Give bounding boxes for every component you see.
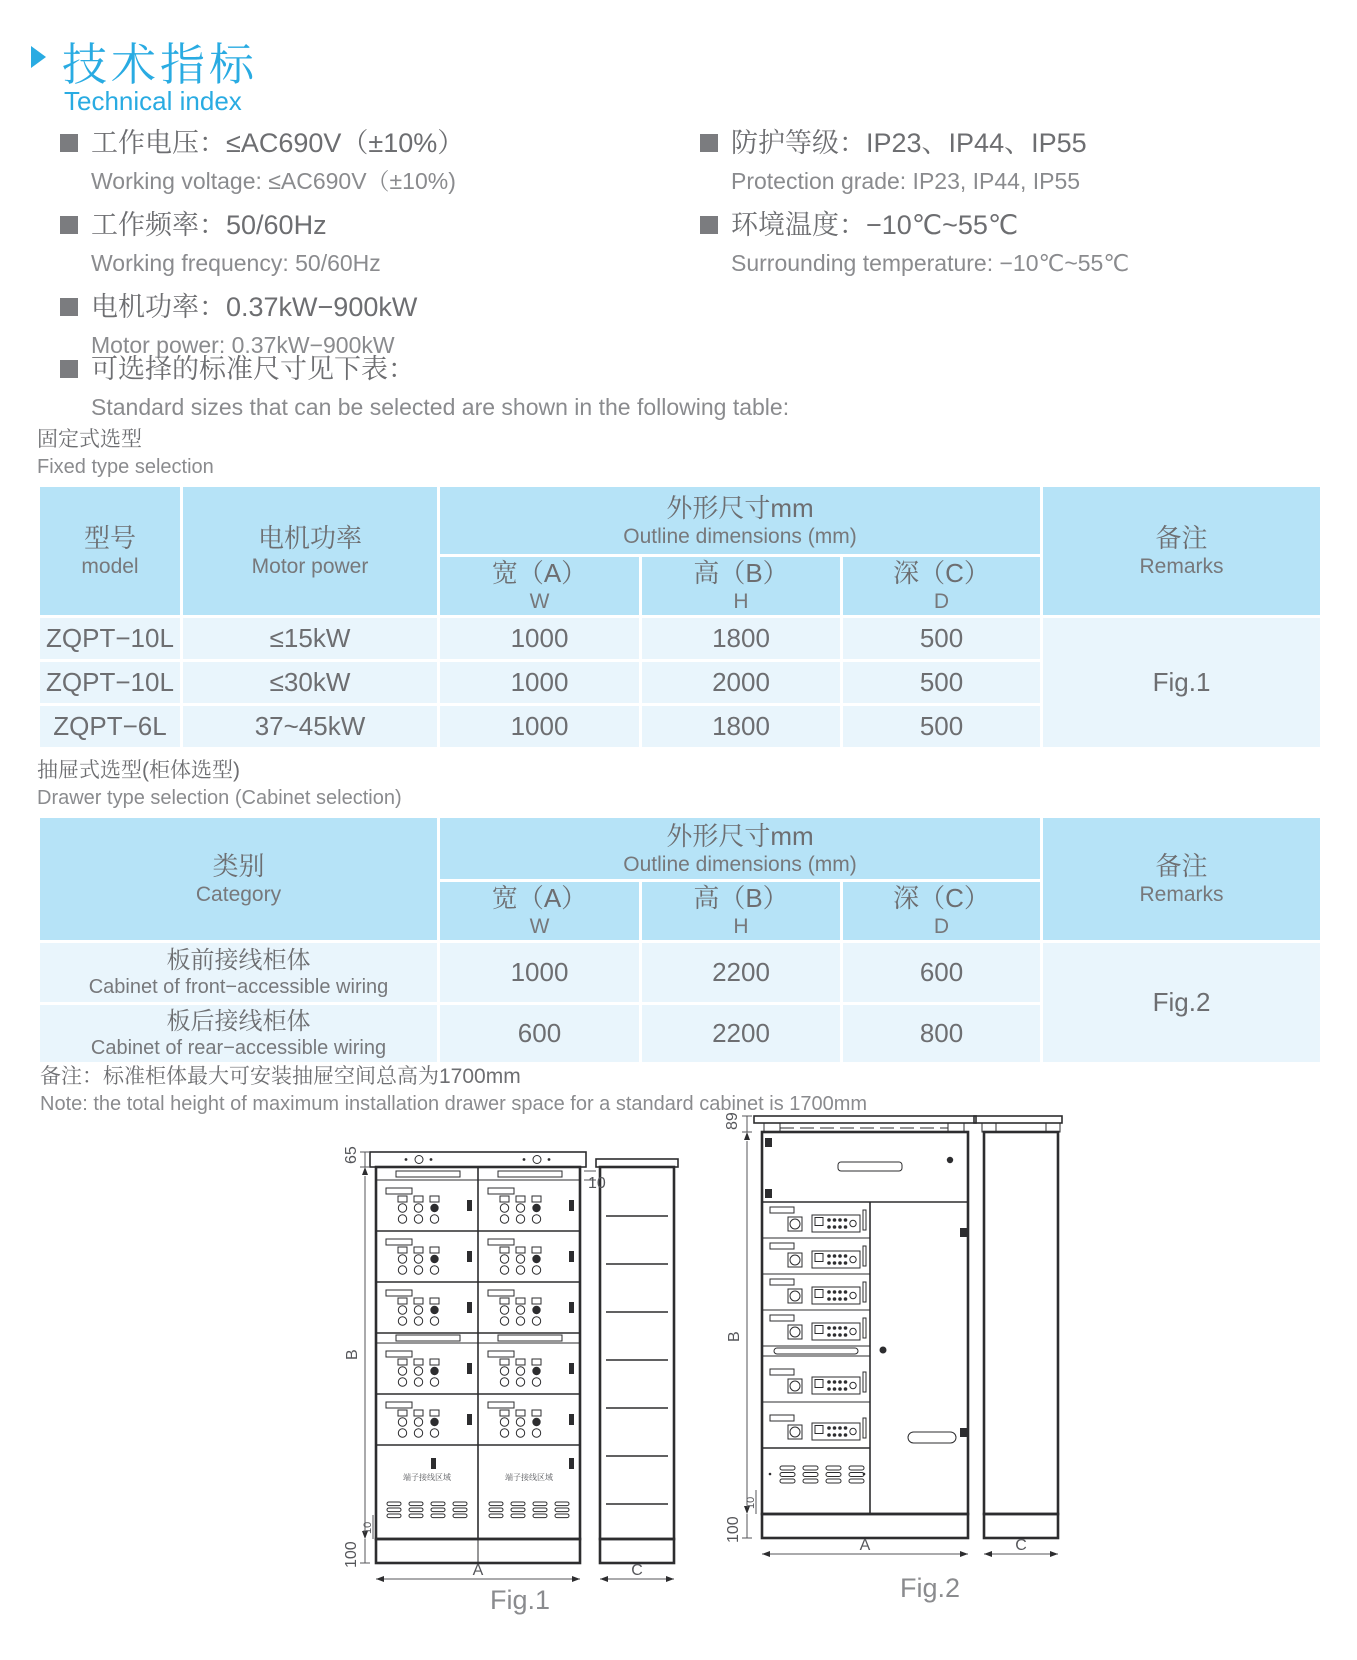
spec-working-voltage [60, 126, 680, 203]
fig2-dim-10: 10 [745, 1496, 757, 1509]
cell-height: 2200 [641, 942, 842, 1004]
cell-power: 37~45kW [182, 705, 439, 749]
section-title-zh: 抽屉式选型(柜体选型) [37, 759, 240, 782]
fig2-dim-b: B [726, 1331, 743, 1342]
cell-width: 1000 [439, 942, 641, 1004]
col-header-height: 高（B） H [641, 881, 842, 942]
cell-depth: 500 [842, 617, 1042, 661]
spec-zh-text: 电机功率：0.37kW−900kW [91, 292, 418, 322]
page-title-en: Technical index [64, 86, 242, 116]
col-header-depth: 深（C） D [842, 556, 1042, 617]
cell-height: 2200 [641, 1004, 842, 1064]
fig2-dim-a: A [859, 1537, 871, 1554]
bullet-square-icon [60, 216, 78, 234]
cell-width: 1000 [439, 617, 641, 661]
col-header-model: 型号 model [39, 486, 182, 617]
drawer-table-section-label [37, 756, 402, 812]
cell-model: ZQPT−10L [39, 661, 182, 705]
col-header-motor-power: 电机功率 Motor power [182, 486, 439, 617]
bullet-square-icon [700, 134, 718, 152]
table-row [39, 942, 1322, 1004]
col-header-remarks: 备注 Remarks [1042, 486, 1322, 617]
cell-model: ZQPT−10L [39, 617, 182, 661]
col-header-outline-dimensions: 外形尺寸mm Outline dimensions (mm) [439, 817, 1042, 881]
bullet-square-icon [60, 298, 78, 316]
footnote-zh: 备注：标准柜体最大可安装抽屉空间总高为1700mm [40, 1065, 521, 1088]
spec-en-text: Working voltage: ≤AC690V（±10%) [91, 168, 456, 194]
cell-remark: Fig.2 [1042, 942, 1322, 1064]
col-header-outline-dimensions: 外形尺寸mm Outline dimensions (mm) [439, 486, 1042, 556]
spec-en-text: Working frequency: 50/60Hz [91, 250, 381, 276]
spec-protection-grade [700, 126, 1320, 203]
col-header-depth: 深（C） D [842, 881, 1042, 942]
spec-list-left [60, 126, 680, 372]
fig2-drawing [720, 1102, 1065, 1570]
spec-en-text: Surrounding temperature: −10℃~55℃ [731, 250, 1130, 276]
fixed-table-section-label [37, 425, 214, 481]
cell-depth: 800 [842, 1004, 1042, 1064]
cell-height: 1800 [641, 617, 842, 661]
section-title-zh: 固定式选型 [37, 428, 142, 451]
col-header-width: 宽（A） W [439, 881, 641, 942]
fig1-dim-10-top: 10 [588, 1175, 606, 1192]
spec-zh-text: 防护等级：IP23、IP44、IP55 [731, 128, 1087, 158]
spec-en-text: Standard sizes that can be selected are shown in the following table: [91, 394, 790, 420]
section-title-en: Drawer type selection (Cabinet selection) [37, 787, 402, 809]
cell-width: 600 [439, 1004, 641, 1064]
spec-ambient-temperature [700, 208, 1320, 285]
cell-depth: 500 [842, 705, 1042, 749]
spec-zh-text: 环境温度：−10℃~55℃ [731, 210, 1019, 240]
fig1-dim-a: A [472, 1562, 484, 1579]
col-header-category: 类别 Category [39, 817, 439, 942]
cell-height: 2000 [641, 661, 842, 705]
spec-en-text: Protection grade: IP23, IP44, IP55 [731, 168, 1081, 194]
section-title-en: Fixed type selection [37, 456, 214, 478]
cell-height: 1800 [641, 705, 842, 749]
fig1-dim-c: C [631, 1562, 643, 1579]
bullet-square-icon [700, 216, 718, 234]
spec-standard-sizes [60, 352, 960, 434]
table-row [39, 617, 1322, 661]
cell-model: ZQPT−6L [39, 705, 182, 749]
cell-category: 板后接线柜体 Cabinet of rear−accessible wiring [39, 1004, 439, 1064]
cell-depth: 500 [842, 661, 1042, 705]
drawer-type-table [37, 815, 1323, 1065]
bullet-square-icon [60, 134, 78, 152]
bullet-square-icon [60, 360, 78, 378]
spec-working-frequency [60, 208, 680, 285]
spec-zh-text: 可选择的标准尺寸见下表： [91, 354, 415, 384]
spec-zh-text: 工作频率：50/60Hz [91, 210, 327, 240]
page-title-zh: 技术指标 [62, 39, 259, 90]
fig2-dim-c: C [1015, 1537, 1027, 1554]
fig1-dim-10-bottom: 10 [362, 1521, 374, 1534]
figure-1 [340, 1130, 708, 1597]
col-header-remarks: 备注 Remarks [1042, 817, 1322, 942]
footnote-en: Note: the total height of maximum installation drawer space for a standard cabinet is 1700mm [40, 1093, 868, 1115]
col-header-height: 高（B） H [641, 556, 842, 617]
cell-width: 1000 [439, 661, 641, 705]
cell-category: 板前接线柜体 Cabinet of front−accessible wiring [39, 942, 439, 1004]
terminal-zone-label: 端子接线区域 [403, 1473, 451, 1482]
cell-power: ≤30kW [182, 661, 439, 705]
fig1-dim-b: B [344, 1349, 361, 1360]
terminal-zone-label: 端子接线区域 [505, 1473, 553, 1482]
fig1-drawing [340, 1130, 708, 1592]
fixed-type-table [37, 484, 1323, 750]
figure-2 [720, 1102, 1065, 1575]
fig2-dim-89: 89 [724, 1112, 741, 1130]
spec-zh-text: 工作电压：≤AC690V（±10%） [91, 128, 465, 158]
spec-en-text: Motor power: 0.37kW−900kW [91, 332, 395, 358]
cell-depth: 600 [842, 942, 1042, 1004]
fig1-dim-65: 65 [343, 1146, 360, 1164]
fig2-caption: Fig.2 [899, 1573, 961, 1603]
cell-remark: Fig.1 [1042, 617, 1322, 749]
fig2-dim-100: 100 [725, 1516, 742, 1543]
spec-list-right [700, 126, 1320, 290]
cell-power: ≤15kW [182, 617, 439, 661]
title-arrow-icon [31, 46, 46, 68]
col-header-width: 宽（A） W [439, 556, 641, 617]
fig1-dim-100: 100 [343, 1541, 360, 1568]
fig1-caption: Fig.1 [489, 1585, 551, 1615]
cell-width: 1000 [439, 705, 641, 749]
